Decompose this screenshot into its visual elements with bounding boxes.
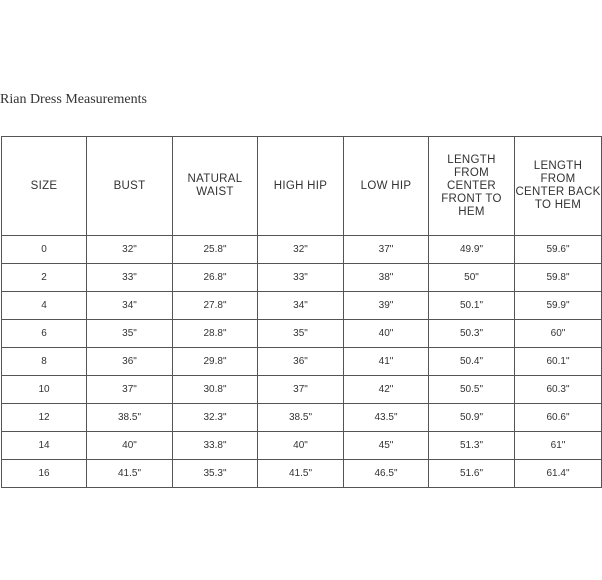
table-cell-bust: 38.5"	[87, 404, 173, 432]
table-cell-natural-waist: 27.8"	[173, 292, 258, 320]
table-row	[2, 376, 602, 404]
column-header-line: BUST	[113, 179, 146, 192]
table-cell-bust: 37"	[87, 376, 173, 404]
table-cell-length-back: 60.3"	[515, 376, 602, 404]
column-header-bust	[87, 137, 173, 236]
table-cell-natural-waist: 28.8"	[173, 320, 258, 348]
column-header-line: HIGH HIP	[273, 179, 328, 192]
table-cell-length-front: 49.9"	[429, 236, 515, 264]
table-cell-high-hip: 33"	[258, 264, 344, 292]
size-chart-table	[1, 136, 602, 488]
table-row	[2, 292, 602, 320]
table-cell-high-hip: 35"	[258, 320, 344, 348]
table-cell-low-hip: 45"	[344, 432, 429, 460]
table-cell-natural-waist: 29.8"	[173, 348, 258, 376]
table-cell-high-hip: 38.5"	[258, 404, 344, 432]
table-cell-length-front: 51.6"	[429, 460, 515, 488]
page-title: Rian Dress Measurements	[0, 92, 147, 107]
column-header-line: LOW HIP	[360, 179, 412, 192]
column-header-line: HEM	[458, 205, 485, 218]
table-cell-natural-waist: 26.8"	[173, 264, 258, 292]
table-body	[2, 236, 602, 488]
table-cell-length-back: 59.6"	[515, 236, 602, 264]
column-header-line: LENGTH	[447, 153, 496, 166]
column-header-natural-waist	[173, 137, 258, 236]
table-cell-bust: 41.5"	[87, 460, 173, 488]
column-header-line: WAIST	[196, 186, 234, 198]
table-row	[2, 460, 602, 488]
table-cell-length-back: 61"	[515, 432, 602, 460]
table-cell-natural-waist: 30.8"	[173, 376, 258, 404]
table-cell-bust: 32"	[87, 236, 173, 264]
column-header-length-back	[515, 137, 602, 236]
table-cell-length-front: 50"	[429, 264, 515, 292]
size-chart-container	[0, 136, 601, 489]
table-cell-high-hip: 36"	[258, 348, 344, 376]
table-cell-length-back: 59.9"	[515, 292, 602, 320]
table-cell-size: 0	[2, 236, 87, 264]
column-header-line: FROM	[453, 166, 490, 179]
table-cell-length-front: 51.3"	[429, 432, 515, 460]
table-cell-natural-waist: 35.3"	[173, 460, 258, 488]
column-header-line: SIZE	[30, 179, 58, 192]
table-cell-high-hip: 37"	[258, 376, 344, 404]
table-cell-size: 12	[2, 404, 87, 432]
table-cell-low-hip: 39"	[344, 292, 429, 320]
table-cell-length-front: 50.5"	[429, 376, 515, 404]
column-header-line: NATURAL	[187, 173, 243, 185]
table-cell-length-back: 60"	[515, 320, 602, 348]
column-header-line: LENGTH	[533, 160, 583, 172]
table-cell-bust: 40"	[87, 432, 173, 460]
table-cell-length-back: 59.8"	[515, 264, 602, 292]
table-cell-length-front: 50.3"	[429, 320, 515, 348]
table-cell-low-hip: 38"	[344, 264, 429, 292]
table-cell-size: 2	[2, 264, 87, 292]
table-cell-bust: 36"	[87, 348, 173, 376]
table-cell-size: 6	[2, 320, 87, 348]
table-cell-bust: 34"	[87, 292, 173, 320]
column-header-low-hip	[344, 137, 429, 236]
table-cell-length-back: 60.6"	[515, 404, 602, 432]
table-cell-low-hip: 46.5"	[344, 460, 429, 488]
table-row	[2, 320, 602, 348]
table-cell-low-hip: 43.5"	[344, 404, 429, 432]
column-header-size	[2, 137, 87, 236]
table-cell-low-hip: 37"	[344, 236, 429, 264]
table-cell-size: 10	[2, 376, 87, 404]
table-cell-bust: 33"	[87, 264, 173, 292]
table-cell-high-hip: 34"	[258, 292, 344, 320]
table-row	[2, 348, 602, 376]
table-cell-low-hip: 40"	[344, 320, 429, 348]
table-cell-high-hip: 40"	[258, 432, 344, 460]
table-cell-length-front: 50.4"	[429, 348, 515, 376]
table-cell-length-back: 61.4"	[515, 460, 602, 488]
table-cell-size: 8	[2, 348, 87, 376]
table-cell-natural-waist: 25.8"	[173, 236, 258, 264]
table-cell-length-front: 50.1"	[429, 292, 515, 320]
column-header-line: FROM	[540, 173, 576, 185]
column-header-line: CENTER	[446, 179, 497, 192]
column-header-high-hip	[258, 137, 344, 236]
table-cell-high-hip: 32"	[258, 236, 344, 264]
table-cell-natural-waist: 33.8"	[173, 432, 258, 460]
column-header-line: FRONT TO	[441, 192, 502, 205]
table-cell-size: 14	[2, 432, 87, 460]
table-cell-natural-waist: 32.3"	[173, 404, 258, 432]
table-row	[2, 264, 602, 292]
table-cell-length-front: 50.9"	[429, 404, 515, 432]
table-cell-high-hip: 41.5"	[258, 460, 344, 488]
table-row	[2, 404, 602, 432]
table-row	[2, 236, 602, 264]
table-header-row	[2, 137, 602, 236]
column-header-line: CENTER BACK	[515, 186, 601, 198]
table-cell-size: 16	[2, 460, 87, 488]
column-header-length-front	[429, 137, 515, 236]
table-cell-size: 4	[2, 292, 87, 320]
column-header-line: TO HEM	[534, 199, 582, 211]
table-cell-low-hip: 41"	[344, 348, 429, 376]
table-cell-low-hip: 42"	[344, 376, 429, 404]
table-cell-length-back: 60.1"	[515, 348, 602, 376]
table-row	[2, 432, 602, 460]
table-cell-bust: 35"	[87, 320, 173, 348]
